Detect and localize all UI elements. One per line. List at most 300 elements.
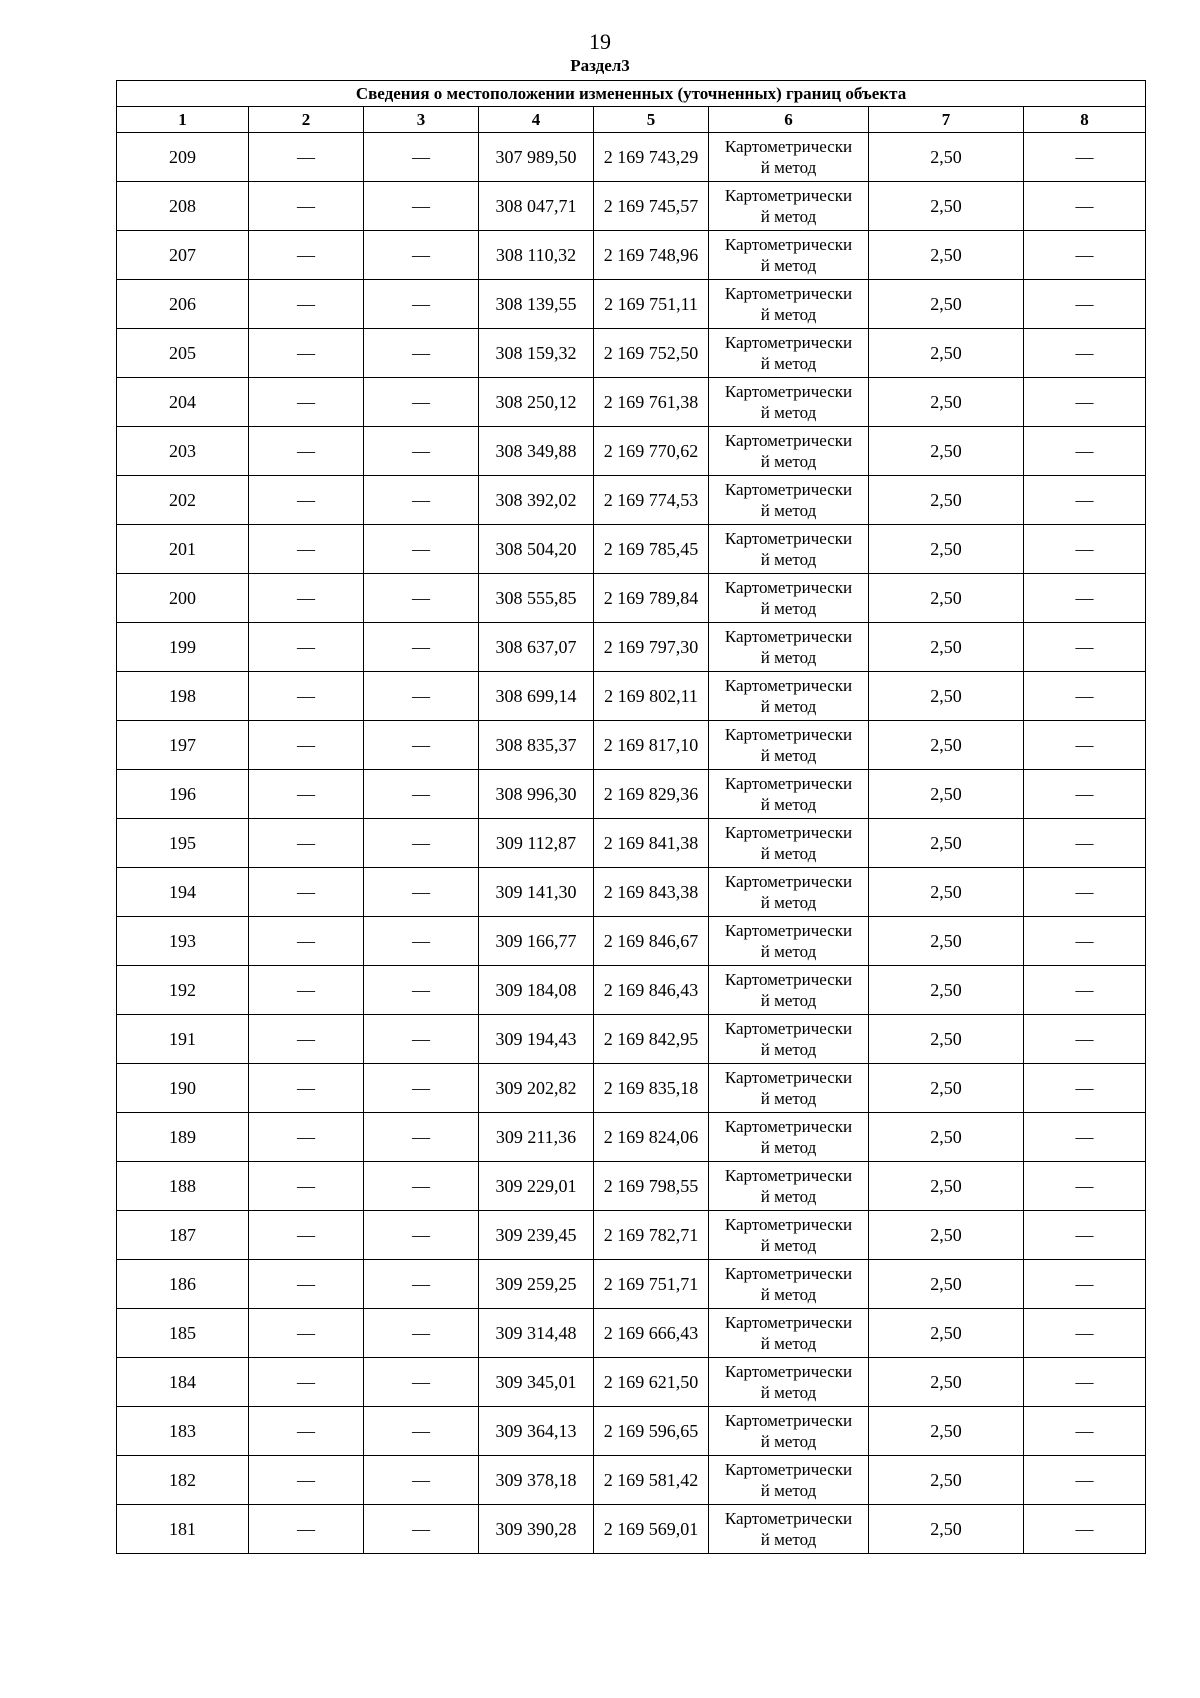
- method-cell: [709, 1162, 869, 1211]
- cell-col-3: —: [364, 672, 479, 721]
- column-number: 5: [594, 107, 709, 133]
- accuracy-cell: 2,50: [869, 231, 1024, 280]
- point-number-cell: 193: [117, 917, 249, 966]
- point-number-cell: 199: [117, 623, 249, 672]
- point-number-cell: 198: [117, 672, 249, 721]
- column-number: 8: [1024, 107, 1146, 133]
- cell-col-2: —: [249, 133, 364, 182]
- point-number-cell: 207: [117, 231, 249, 280]
- x-coordinate-cell: 308 996,30: [479, 770, 594, 819]
- cell-col-3: —: [364, 280, 479, 329]
- cell-col-8: —: [1024, 1456, 1146, 1505]
- table-row: [117, 427, 1146, 476]
- point-number-cell: 204: [117, 378, 249, 427]
- method-text-line1: Картометрически: [724, 578, 853, 597]
- cell-col-3: —: [364, 231, 479, 280]
- point-number-cell: 201: [117, 525, 249, 574]
- method-text-line2: й метод: [760, 158, 817, 177]
- table-row: [117, 770, 1146, 819]
- cell-col-2: —: [249, 1211, 364, 1260]
- boundary-coordinates-table: [116, 80, 1146, 1554]
- table-row: [117, 1358, 1146, 1407]
- table-row: [117, 525, 1146, 574]
- method-text-line2: й метод: [760, 893, 817, 912]
- method-text-line2: й метод: [760, 501, 817, 520]
- method-cell: [709, 574, 869, 623]
- cell-col-3: —: [364, 1407, 479, 1456]
- cell-col-3: —: [364, 1015, 479, 1064]
- accuracy-cell: 2,50: [869, 1407, 1024, 1456]
- y-coordinate-cell: 2 169 770,62: [594, 427, 709, 476]
- method-cell: [709, 770, 869, 819]
- table-row: [117, 1260, 1146, 1309]
- x-coordinate-cell: 309 345,01: [479, 1358, 594, 1407]
- method-text-line1: Картометрически: [724, 1019, 853, 1038]
- method-text-line2: й метод: [760, 305, 817, 324]
- table-row: [117, 1113, 1146, 1162]
- x-coordinate-cell: 309 314,48: [479, 1309, 594, 1358]
- method-text-line2: й метод: [760, 599, 817, 618]
- accuracy-cell: 2,50: [869, 133, 1024, 182]
- method-text-line2: й метод: [760, 942, 817, 961]
- table-row: [117, 1064, 1146, 1113]
- method-text-line2: й метод: [760, 991, 817, 1010]
- cell-col-8: —: [1024, 1260, 1146, 1309]
- y-coordinate-cell: 2 169 752,50: [594, 329, 709, 378]
- cell-col-2: —: [249, 378, 364, 427]
- cell-col-8: —: [1024, 623, 1146, 672]
- y-coordinate-cell: 2 169 596,65: [594, 1407, 709, 1456]
- cell-col-2: —: [249, 672, 364, 721]
- x-coordinate-cell: 309 364,13: [479, 1407, 594, 1456]
- y-coordinate-cell: 2 169 824,06: [594, 1113, 709, 1162]
- cell-col-8: —: [1024, 329, 1146, 378]
- cell-col-3: —: [364, 721, 479, 770]
- accuracy-cell: 2,50: [869, 1211, 1024, 1260]
- cell-col-3: —: [364, 329, 479, 378]
- method-text-line2: й метод: [760, 746, 817, 765]
- y-coordinate-cell: 2 169 817,10: [594, 721, 709, 770]
- cell-col-3: —: [364, 770, 479, 819]
- y-coordinate-cell: 2 169 785,45: [594, 525, 709, 574]
- table-row: [117, 1456, 1146, 1505]
- y-coordinate-cell: 2 169 581,42: [594, 1456, 709, 1505]
- x-coordinate-cell: 308 504,20: [479, 525, 594, 574]
- table-row: [117, 1505, 1146, 1554]
- x-coordinate-cell: 308 392,02: [479, 476, 594, 525]
- cell-col-3: —: [364, 868, 479, 917]
- accuracy-cell: 2,50: [869, 378, 1024, 427]
- cell-col-8: —: [1024, 525, 1146, 574]
- accuracy-cell: 2,50: [869, 868, 1024, 917]
- method-text-line1: Картометрически: [724, 872, 853, 891]
- cell-col-3: —: [364, 476, 479, 525]
- cell-col-8: —: [1024, 476, 1146, 525]
- method-cell: [709, 231, 869, 280]
- accuracy-cell: 2,50: [869, 1162, 1024, 1211]
- method-text-line1: Картометрически: [724, 1215, 853, 1234]
- method-text-line1: Картометрически: [724, 627, 853, 646]
- accuracy-cell: 2,50: [869, 427, 1024, 476]
- method-text-line2: й метод: [760, 550, 817, 569]
- cell-col-3: —: [364, 966, 479, 1015]
- cell-col-2: —: [249, 721, 364, 770]
- y-coordinate-cell: 2 169 842,95: [594, 1015, 709, 1064]
- method-cell: [709, 1064, 869, 1113]
- accuracy-cell: 2,50: [869, 476, 1024, 525]
- cell-col-3: —: [364, 819, 479, 868]
- table-row: [117, 819, 1146, 868]
- cell-col-2: —: [249, 1162, 364, 1211]
- x-coordinate-cell: 309 390,28: [479, 1505, 594, 1554]
- table-caption: Сведения о местоположении измененных (уточненных) границ объекта: [117, 81, 1146, 107]
- cell-col-3: —: [364, 525, 479, 574]
- y-coordinate-cell: 2 169 666,43: [594, 1309, 709, 1358]
- method-cell: [709, 476, 869, 525]
- table-row: [117, 574, 1146, 623]
- method-text-line1: Картометрически: [724, 1509, 853, 1528]
- method-text-line2: й метод: [760, 795, 817, 814]
- table-row: [117, 623, 1146, 672]
- point-number-cell: 200: [117, 574, 249, 623]
- method-cell: [709, 133, 869, 182]
- method-text-line2: й метод: [760, 648, 817, 667]
- cell-col-3: —: [364, 1456, 479, 1505]
- table-row: [117, 1309, 1146, 1358]
- cell-col-3: —: [364, 917, 479, 966]
- point-number-cell: 192: [117, 966, 249, 1015]
- cell-col-2: —: [249, 231, 364, 280]
- method-text-line1: Картометрически: [724, 333, 853, 352]
- x-coordinate-cell: 308 250,12: [479, 378, 594, 427]
- table-row: [117, 182, 1146, 231]
- table-body: [117, 133, 1146, 1554]
- cell-col-2: —: [249, 182, 364, 231]
- table-row: [117, 868, 1146, 917]
- x-coordinate-cell: 308 139,55: [479, 280, 594, 329]
- cell-col-8: —: [1024, 770, 1146, 819]
- accuracy-cell: 2,50: [869, 672, 1024, 721]
- cell-col-2: —: [249, 1358, 364, 1407]
- method-cell: [709, 721, 869, 770]
- cell-col-2: —: [249, 329, 364, 378]
- table-row: [117, 721, 1146, 770]
- accuracy-cell: 2,50: [869, 623, 1024, 672]
- y-coordinate-cell: 2 169 745,57: [594, 182, 709, 231]
- method-text-line1: Картометрически: [724, 676, 853, 695]
- cell-col-8: —: [1024, 868, 1146, 917]
- column-number-row: [117, 107, 1146, 133]
- x-coordinate-cell: 308 349,88: [479, 427, 594, 476]
- method-text-line2: й метод: [760, 1481, 817, 1500]
- x-coordinate-cell: 308 159,32: [479, 329, 594, 378]
- method-text-line1: Картометрически: [724, 1362, 853, 1381]
- cell-col-8: —: [1024, 819, 1146, 868]
- y-coordinate-cell: 2 169 843,38: [594, 868, 709, 917]
- method-cell: [709, 329, 869, 378]
- x-coordinate-cell: 308 835,37: [479, 721, 594, 770]
- point-number-cell: 194: [117, 868, 249, 917]
- table-row: [117, 1407, 1146, 1456]
- cell-col-2: —: [249, 966, 364, 1015]
- cell-col-2: —: [249, 1113, 364, 1162]
- cell-col-3: —: [364, 623, 479, 672]
- method-cell: [709, 868, 869, 917]
- point-number-cell: 191: [117, 1015, 249, 1064]
- cell-col-2: —: [249, 1309, 364, 1358]
- cell-col-2: —: [249, 819, 364, 868]
- point-number-cell: 184: [117, 1358, 249, 1407]
- method-cell: [709, 672, 869, 721]
- accuracy-cell: 2,50: [869, 1064, 1024, 1113]
- x-coordinate-cell: 308 637,07: [479, 623, 594, 672]
- method-text-line2: й метод: [760, 844, 817, 863]
- point-number-cell: 203: [117, 427, 249, 476]
- cell-col-3: —: [364, 574, 479, 623]
- cell-col-8: —: [1024, 378, 1146, 427]
- cell-col-3: —: [364, 1162, 479, 1211]
- table-row: [117, 966, 1146, 1015]
- method-cell: [709, 525, 869, 574]
- method-text-line2: й метод: [760, 207, 817, 226]
- table-row: [117, 672, 1146, 721]
- accuracy-cell: 2,50: [869, 1358, 1024, 1407]
- cell-col-3: —: [364, 1309, 479, 1358]
- method-cell: [709, 917, 869, 966]
- accuracy-cell: 2,50: [869, 1113, 1024, 1162]
- method-text-line2: й метод: [760, 1334, 817, 1353]
- page-number: 19: [589, 29, 611, 54]
- accuracy-cell: 2,50: [869, 1456, 1024, 1505]
- method-cell: [709, 1260, 869, 1309]
- cell-col-3: —: [364, 182, 479, 231]
- table-row: [117, 280, 1146, 329]
- table-row: [117, 378, 1146, 427]
- method-text-line2: й метод: [760, 1089, 817, 1108]
- cell-col-2: —: [249, 476, 364, 525]
- table-row: [117, 1211, 1146, 1260]
- method-text-line2: й метод: [760, 1530, 817, 1549]
- y-coordinate-cell: 2 169 841,38: [594, 819, 709, 868]
- x-coordinate-cell: 309 194,43: [479, 1015, 594, 1064]
- y-coordinate-cell: 2 169 621,50: [594, 1358, 709, 1407]
- method-text-line2: й метод: [760, 1040, 817, 1059]
- y-coordinate-cell: 2 169 751,71: [594, 1260, 709, 1309]
- method-cell: [709, 182, 869, 231]
- cell-col-8: —: [1024, 1211, 1146, 1260]
- cell-col-2: —: [249, 280, 364, 329]
- point-number-cell: 188: [117, 1162, 249, 1211]
- y-coordinate-cell: 2 169 798,55: [594, 1162, 709, 1211]
- x-coordinate-cell: 309 166,77: [479, 917, 594, 966]
- x-coordinate-cell: 309 378,18: [479, 1456, 594, 1505]
- method-text-line1: Картометрически: [724, 921, 853, 940]
- x-coordinate-cell: 308 047,71: [479, 182, 594, 231]
- method-text-line1: Картометрически: [724, 823, 853, 842]
- method-text-line1: Картометрически: [724, 1166, 853, 1185]
- accuracy-cell: 2,50: [869, 819, 1024, 868]
- x-coordinate-cell: 309 141,30: [479, 868, 594, 917]
- x-coordinate-cell: 307 989,50: [479, 133, 594, 182]
- section-title: Раздел3: [570, 56, 630, 75]
- cell-col-2: —: [249, 1064, 364, 1113]
- method-cell: [709, 378, 869, 427]
- cell-col-2: —: [249, 427, 364, 476]
- point-number-cell: 185: [117, 1309, 249, 1358]
- method-text-line2: й метод: [760, 1432, 817, 1451]
- method-text-line2: й метод: [760, 1187, 817, 1206]
- cell-col-8: —: [1024, 182, 1146, 231]
- accuracy-cell: 2,50: [869, 1505, 1024, 1554]
- method-text-line1: Картометрически: [724, 1460, 853, 1479]
- method-cell: [709, 1015, 869, 1064]
- method-text-line1: Картометрически: [724, 235, 853, 254]
- point-number-cell: 206: [117, 280, 249, 329]
- table-row: [117, 133, 1146, 182]
- x-coordinate-cell: 308 555,85: [479, 574, 594, 623]
- cell-col-2: —: [249, 1260, 364, 1309]
- x-coordinate-cell: 309 229,01: [479, 1162, 594, 1211]
- x-coordinate-cell: 309 211,36: [479, 1113, 594, 1162]
- method-text-line2: й метод: [760, 452, 817, 471]
- point-number-cell: 189: [117, 1113, 249, 1162]
- x-coordinate-cell: 309 239,45: [479, 1211, 594, 1260]
- cell-col-3: —: [364, 1113, 479, 1162]
- method-text-line2: й метод: [760, 1383, 817, 1402]
- cell-col-2: —: [249, 1505, 364, 1554]
- method-cell: [709, 1505, 869, 1554]
- method-cell: [709, 1113, 869, 1162]
- cell-col-2: —: [249, 1456, 364, 1505]
- point-number-cell: 209: [117, 133, 249, 182]
- y-coordinate-cell: 2 169 748,96: [594, 231, 709, 280]
- cell-col-8: —: [1024, 1309, 1146, 1358]
- table-row: [117, 1015, 1146, 1064]
- point-number-cell: 181: [117, 1505, 249, 1554]
- y-coordinate-cell: 2 169 829,36: [594, 770, 709, 819]
- method-cell: [709, 1407, 869, 1456]
- accuracy-cell: 2,50: [869, 574, 1024, 623]
- cell-col-8: —: [1024, 231, 1146, 280]
- method-text-line2: й метод: [760, 1236, 817, 1255]
- method-text-line1: Картометрически: [724, 1264, 853, 1283]
- y-coordinate-cell: 2 169 751,11: [594, 280, 709, 329]
- cell-col-3: —: [364, 1505, 479, 1554]
- accuracy-cell: 2,50: [869, 280, 1024, 329]
- method-text-line2: й метод: [760, 1138, 817, 1157]
- method-cell: [709, 1211, 869, 1260]
- method-text-line2: й метод: [760, 697, 817, 716]
- point-number-cell: 197: [117, 721, 249, 770]
- method-text-line1: Картометрически: [724, 1411, 853, 1430]
- y-coordinate-cell: 2 169 569,01: [594, 1505, 709, 1554]
- point-number-cell: 186: [117, 1260, 249, 1309]
- cell-col-3: —: [364, 1358, 479, 1407]
- cell-col-3: —: [364, 133, 479, 182]
- y-coordinate-cell: 2 169 789,84: [594, 574, 709, 623]
- cell-col-2: —: [249, 574, 364, 623]
- point-number-cell: 190: [117, 1064, 249, 1113]
- x-coordinate-cell: 309 112,87: [479, 819, 594, 868]
- method-text-line2: й метод: [760, 1285, 817, 1304]
- method-cell: [709, 623, 869, 672]
- accuracy-cell: 2,50: [869, 770, 1024, 819]
- cell-col-3: —: [364, 1260, 479, 1309]
- cell-col-2: —: [249, 770, 364, 819]
- point-number-cell: 182: [117, 1456, 249, 1505]
- cell-col-3: —: [364, 378, 479, 427]
- method-text-line1: Картометрически: [724, 1117, 853, 1136]
- method-text-line2: й метод: [760, 256, 817, 275]
- point-number-cell: 187: [117, 1211, 249, 1260]
- method-cell: [709, 280, 869, 329]
- cell-col-8: —: [1024, 1162, 1146, 1211]
- y-coordinate-cell: 2 169 846,67: [594, 917, 709, 966]
- point-number-cell: 196: [117, 770, 249, 819]
- column-number: 7: [869, 107, 1024, 133]
- table-row: [117, 231, 1146, 280]
- method-text-line1: Картометрически: [724, 529, 853, 548]
- column-number: 3: [364, 107, 479, 133]
- y-coordinate-cell: 2 169 797,30: [594, 623, 709, 672]
- y-coordinate-cell: 2 169 774,53: [594, 476, 709, 525]
- cell-col-8: —: [1024, 427, 1146, 476]
- method-text-line1: Картометрически: [724, 284, 853, 303]
- method-text-line1: Картометрически: [724, 137, 853, 156]
- y-coordinate-cell: 2 169 802,11: [594, 672, 709, 721]
- column-number: 6: [709, 107, 869, 133]
- method-text-line1: Картометрически: [724, 431, 853, 450]
- accuracy-cell: 2,50: [869, 721, 1024, 770]
- accuracy-cell: 2,50: [869, 1309, 1024, 1358]
- cell-col-8: —: [1024, 133, 1146, 182]
- y-coordinate-cell: 2 169 761,38: [594, 378, 709, 427]
- cell-col-8: —: [1024, 1505, 1146, 1554]
- cell-col-2: —: [249, 868, 364, 917]
- cell-col-2: —: [249, 1015, 364, 1064]
- method-text-line1: Картометрически: [724, 970, 853, 989]
- column-number: 1: [117, 107, 249, 133]
- cell-col-2: —: [249, 917, 364, 966]
- cell-col-3: —: [364, 1211, 479, 1260]
- method-cell: [709, 819, 869, 868]
- cell-col-8: —: [1024, 917, 1146, 966]
- cell-col-3: —: [364, 1064, 479, 1113]
- point-number-cell: 202: [117, 476, 249, 525]
- table-row: [117, 917, 1146, 966]
- method-text-line1: Картометрически: [724, 774, 853, 793]
- y-coordinate-cell: 2 169 846,43: [594, 966, 709, 1015]
- accuracy-cell: 2,50: [869, 182, 1024, 231]
- method-text-line1: Картометрически: [724, 1068, 853, 1087]
- y-coordinate-cell: 2 169 782,71: [594, 1211, 709, 1260]
- method-text-line2: й метод: [760, 403, 817, 422]
- cell-col-8: —: [1024, 672, 1146, 721]
- y-coordinate-cell: 2 169 743,29: [594, 133, 709, 182]
- cell-col-8: —: [1024, 1064, 1146, 1113]
- point-number-cell: 195: [117, 819, 249, 868]
- table-row: [117, 476, 1146, 525]
- method-cell: [709, 1358, 869, 1407]
- table-row: [117, 1162, 1146, 1211]
- y-coordinate-cell: 2 169 835,18: [594, 1064, 709, 1113]
- table-row: [117, 329, 1146, 378]
- cell-col-2: —: [249, 1407, 364, 1456]
- point-number-cell: 205: [117, 329, 249, 378]
- method-text-line1: Картометрически: [724, 480, 853, 499]
- method-text-line1: Картометрически: [724, 725, 853, 744]
- accuracy-cell: 2,50: [869, 329, 1024, 378]
